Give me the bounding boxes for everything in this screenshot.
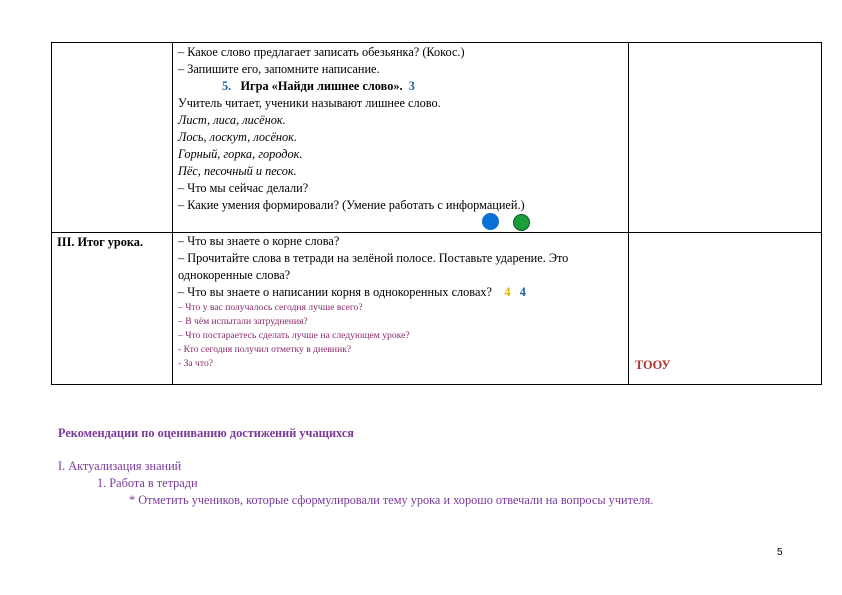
teacher-line: Учитель читает, ученики называют лишнее слово. bbox=[178, 96, 441, 110]
reflection-line: – В чём испытали затруднения? bbox=[178, 316, 308, 327]
game-number: 5. bbox=[222, 79, 232, 93]
column-divider-1 bbox=[172, 43, 173, 384]
reflection-line: - Кто сегодня получил отметку в дневник? bbox=[178, 344, 352, 355]
game-title: Игра «Найди лишнее слово». bbox=[240, 79, 403, 93]
row2-content bbox=[178, 233, 568, 371]
text-line: – Запишите его, запомните написание. bbox=[178, 62, 380, 76]
blue-dot-icon bbox=[482, 213, 499, 230]
spelling-question bbox=[178, 284, 568, 301]
word-group: Лось, лоскут, лосёнок. bbox=[178, 130, 297, 144]
reflection-line: – Что постараетесь сделать лучше на следующем уроке? bbox=[178, 330, 410, 341]
reflection-line: – Что у вас получалось сегодня лучше всего? bbox=[178, 302, 363, 313]
score-yellow: 4 bbox=[504, 285, 511, 299]
section-title: I. Актуализация знаний bbox=[58, 459, 182, 473]
word-group: Лист, лиса, лисёнок. bbox=[178, 113, 286, 127]
recommendations-heading: Рекомендации по оцениванию достижений учащихся bbox=[58, 426, 354, 440]
page-number: 5 bbox=[777, 547, 783, 558]
question-line: – Какие умения формировали? (Умение работать с информацией.) bbox=[178, 198, 525, 212]
score-blue: 4 bbox=[519, 285, 526, 299]
row1-content bbox=[178, 44, 525, 214]
item-title: 1. Работа в тетради bbox=[97, 476, 198, 490]
column-divider-2 bbox=[628, 43, 629, 384]
green-dot-icon bbox=[513, 214, 530, 231]
spelling-text: – Что вы знаете о написании корня в однокоренных словах? bbox=[178, 285, 493, 299]
word-group: Горный, горка, городок. bbox=[178, 147, 303, 161]
game-heading bbox=[178, 78, 525, 95]
lesson-table bbox=[51, 42, 822, 385]
text-line: – Прочитайте слова в тетради на зелёной полосе. Поставьте ударение. Это bbox=[178, 251, 569, 265]
recommendation-note: * Отметить учеников, которые сформулировали тему урока и хорошо отвечали на вопросы учителя. bbox=[129, 493, 654, 507]
stage-label: III. Итог урока. bbox=[57, 235, 144, 249]
text-line: однокоренные слова? bbox=[178, 268, 291, 282]
text-line: – Какое слово предлагает записать обезьянка? (Кокос.) bbox=[178, 45, 465, 59]
question-line: – Что мы сейчас делали? bbox=[178, 181, 309, 195]
word-group: Пёс, песочный и песок. bbox=[178, 164, 297, 178]
game-score: 3 bbox=[408, 79, 415, 93]
reflection-line: - За что? bbox=[178, 358, 214, 369]
text-line: – Что вы знаете о корне слова? bbox=[178, 234, 340, 248]
right-label: ТООУ bbox=[635, 358, 671, 372]
